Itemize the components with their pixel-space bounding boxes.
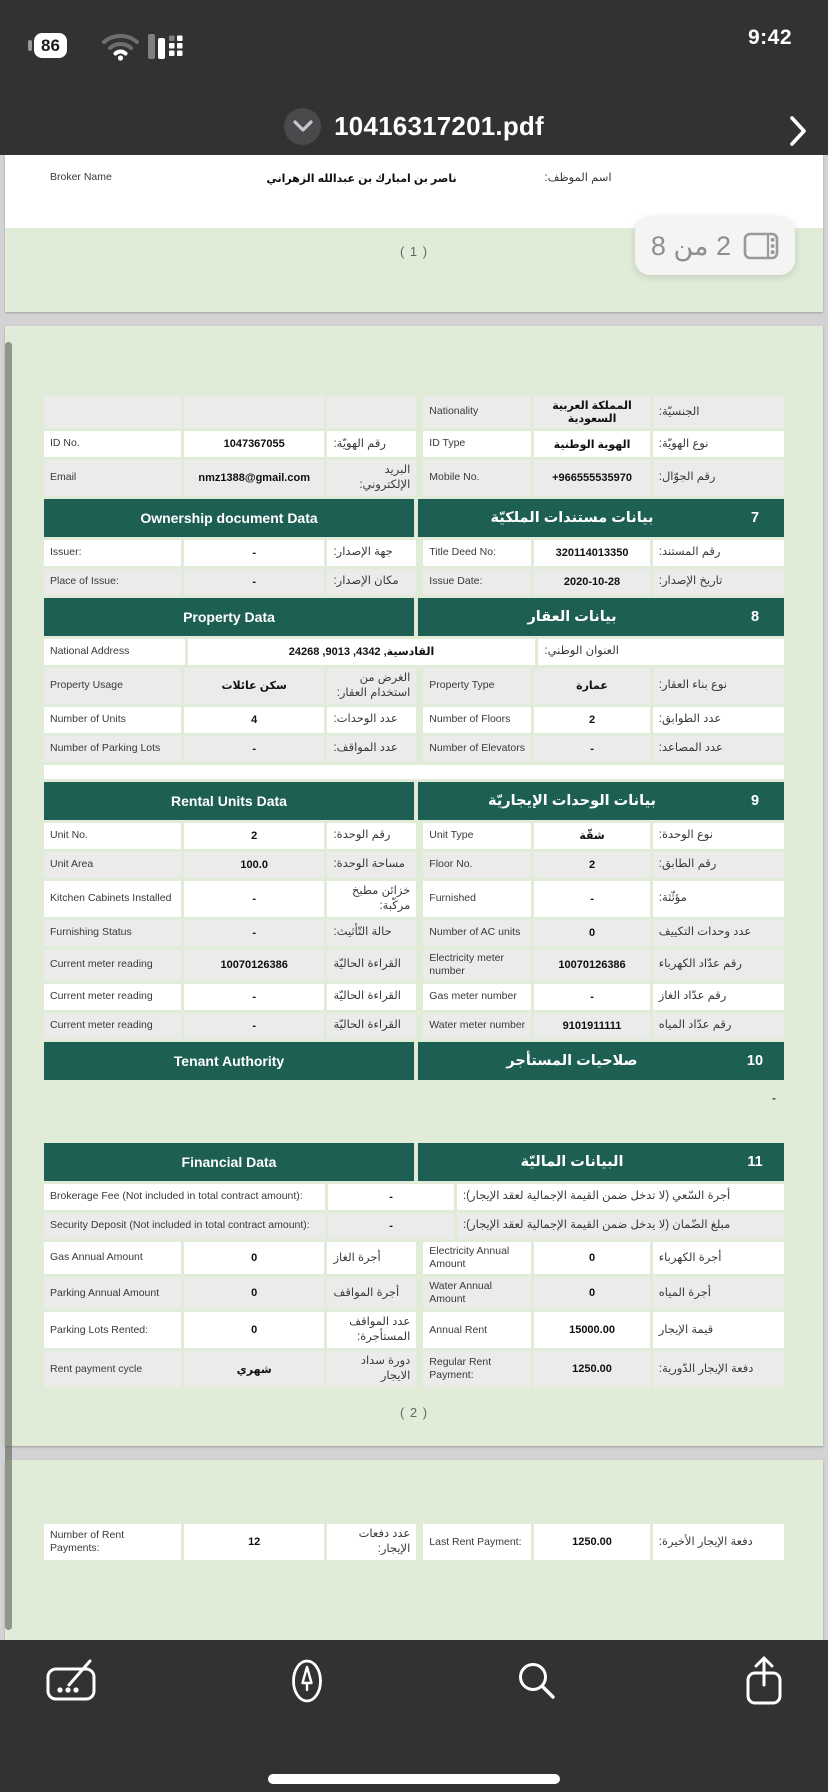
label-ar: قيمة الإيجار [653,1312,784,1348]
label-en: Unit No. [44,823,181,849]
status-time: 9:42 [747,26,792,49]
value: 320114013350 [534,540,649,566]
section-title-ar: البيانات الماليّة [520,1153,624,1170]
section-header [44,1042,784,1080]
label-en: Water Annual Amount [423,1277,531,1309]
bottom-toolbar [0,1640,828,1792]
value: - [534,984,649,1010]
value: سكن عائلات [184,668,325,704]
value: - [328,1213,454,1239]
page-gap [0,312,828,326]
label-en: Unit Type [423,823,531,849]
table-row [44,639,784,665]
label-en: Gas meter number [423,984,531,1010]
label-ar: العنوان الوطني: [538,639,784,665]
markup-pen-icon [284,1656,330,1706]
label-ar: مكان الإصدار: [327,569,416,595]
value: 12 [184,1524,325,1560]
page-gap [0,1446,828,1460]
top-bar [0,0,828,155]
label-ar: عدد الوحدات: [327,707,416,733]
label-ar: رقم الوحدة: [327,823,416,849]
section-header-right [418,1143,784,1181]
label-en: ID No. [44,431,181,457]
scroll-indicator [5,342,12,1630]
label-en: Number of AC units [423,920,531,946]
label-ar: رقم عدّاد المياه [653,1013,784,1039]
label-ar: أجرة السّعي (لا تدخل ضمن القيمة الإجمالية لعقد الإيجار): [457,1184,784,1210]
value: 1250.00 [534,1351,649,1387]
table-row [44,920,784,946]
label-en: Nationality [423,396,531,428]
signature-icon [45,1658,101,1704]
value: 0 [184,1242,325,1274]
label-ar: عدد دفعات الإيجار: [327,1524,416,1560]
section-header-right [418,598,784,636]
pdf-viewer-canvas[interactable] [0,155,828,1792]
label-en: Brokerage Fee (Not included in total contract amount): [44,1184,325,1210]
value: 10070126386 [534,949,649,981]
value: 15000.00 [534,1312,649,1348]
section-title-ar: صلاحيات المستأجر [506,1052,638,1069]
collapse-title-button[interactable] [284,108,321,145]
battery-indicator [28,33,67,58]
section-header-right [418,1042,784,1080]
label-ar: أجرة الغاز [327,1242,416,1274]
value: - [184,881,325,917]
table-row [44,949,784,981]
label-ar: نوع بناء العقار: [653,668,784,704]
label-en: Last Rent Payment: [423,1524,531,1560]
table-row [44,165,784,191]
label-en: Electricity meter number [423,949,531,981]
label-en: Annual Rent [423,1312,531,1348]
label-en: Current meter reading [44,1013,181,1039]
section-number: 9 [750,792,760,809]
value: 2 [534,707,649,733]
section-title-en: Rental Units Data [44,782,414,820]
label-en: Number of Floors [423,707,531,733]
value: - [184,1013,325,1039]
value: - [328,1184,454,1210]
label-en: Number of Units [44,707,181,733]
section-header [44,598,784,636]
table-spacer [44,1117,784,1143]
label-en: Issuer: [44,540,181,566]
label-ar: القراءة الحاليّة [327,984,416,1010]
value: - [184,540,325,566]
label-en: Furnishing Status [44,920,181,946]
table-row [44,1524,784,1560]
value [184,396,325,428]
label-en: Number of Elevators [423,736,531,762]
section-number: 11 [747,1153,763,1170]
section-header-right [418,499,784,537]
label-ar: نوع الوحدة: [653,823,784,849]
wifi-icon [102,33,139,61]
section-title-en: Financial Data [44,1143,414,1181]
label-en: Number of Rent Payments: [44,1524,181,1560]
table-row [44,1312,784,1348]
value: الهوية الوطنية [534,431,649,457]
table-row [44,668,784,704]
share-icon [740,1654,788,1708]
value: - [184,920,325,946]
section-header [44,782,784,820]
value: 2 [184,823,325,849]
label-en: Current meter reading [44,949,181,981]
label-en: Property Type [423,668,531,704]
share-button[interactable] [733,1650,795,1712]
section-number: 10 [746,1052,764,1069]
value: - [534,736,649,762]
table-row [44,1242,784,1274]
label-en: Parking Annual Amount [44,1277,181,1309]
label-en: ID Type [423,431,531,457]
page-indicator-text: 2 من 8 [650,230,731,261]
label-en: Floor No. [423,852,531,878]
table-row [44,460,784,496]
value: 1047367055 [184,431,325,457]
section-number: 8 [750,608,760,625]
label-ar: رقم الجوّال: [653,460,784,496]
label-ar: رقم الهويّة: [327,431,416,457]
table-row [44,431,784,457]
section-title-en: Property Data [44,598,414,636]
label-ar: دفعة الإيجار الدّورية: [653,1351,784,1387]
section-header-right [418,782,784,820]
label-ar: دورة سداد الايجار [327,1351,416,1387]
label-ar: أجرة المواقف [327,1277,416,1309]
label-ar: مساحة الوحدة: [327,852,416,878]
label-en [44,396,181,428]
label-ar: عدد المصاعد: [653,736,784,762]
value: 1250.00 [534,1524,649,1560]
value: 2 [534,852,649,878]
search-icon [514,1658,560,1704]
page2-number: ( 2 ) [399,1405,429,1421]
label-en: Property Usage [44,668,181,704]
value: 0 [184,1277,325,1309]
value: القادسية, 4342, 9013, 24268 [188,639,536,665]
value: - [184,736,325,762]
label-en: Broker Name [44,165,185,191]
value: ناصر بن امبارك بن عبدالله الزهراني [188,165,536,191]
value: شهري [184,1351,325,1387]
title-row [0,103,828,149]
table-row [44,569,784,595]
label-ar: نوع الهويّة: [653,431,784,457]
table-row [44,852,784,878]
table-row [44,736,784,762]
battery-percent: 86 [34,33,67,58]
label-ar: أجرة المياه [653,1277,784,1309]
label-ar: الغرض من استخدام العقار: [327,668,416,704]
table-row [44,1013,784,1039]
section-title-ar: بيانات العقار [527,608,617,625]
table-row [44,1277,784,1309]
label-ar: جهة الإصدار: [327,540,416,566]
label-en: Kitchen Cabinets Installed [44,881,181,917]
value: +966555535970 [534,460,649,496]
value: - [184,569,325,595]
label-en: Number of Parking Lots [44,736,181,762]
value: 0 [184,1312,325,1348]
table-row [44,540,784,566]
value: - [184,984,325,1010]
label-en: Rent payment cycle [44,1351,181,1387]
label-en: National Address [44,639,185,665]
label-en: Mobile No. [423,460,531,496]
label-ar: دفعة الإيجار الأخيرة: [653,1524,784,1560]
value: 2020-10-28 [534,569,649,595]
table-row [44,1213,784,1239]
label-en: Parking Lots Rented: [44,1312,181,1348]
battery-cap-icon [28,40,32,51]
value: 0 [534,1277,649,1309]
pdf-page-2 [5,326,823,1446]
label-ar: البريد الإلكتروني: [327,460,416,496]
page3-table [44,1524,784,1560]
label-en: Current meter reading [44,984,181,1010]
label-en: Title Deed No: [423,540,531,566]
label-en: Unit Area [44,852,181,878]
label-ar: رقم المستند: [653,540,784,566]
search-button[interactable] [506,1650,568,1712]
label-ar: رقم عدّاد الغاز [653,984,784,1010]
label-ar: الجنسيّة: [653,396,784,428]
section-header [44,1143,784,1181]
section-title-en: Ownership document Data [44,499,414,537]
next-document-button[interactable] [784,110,812,155]
page-indicator-badge[interactable] [635,217,795,275]
label-ar: القراءة الحاليّة [327,1013,416,1039]
label-ar: خزائن مطبخ مركّبة: [327,881,416,917]
value: شقّة [534,823,649,849]
value: 9101911111 [534,1013,649,1039]
page2-table [44,396,784,1387]
label-ar: حالة التّأثيث: [327,920,416,946]
signature-button[interactable] [42,1650,104,1712]
table-row [44,1184,784,1210]
value: nmz1388@gmail.com [184,460,325,496]
label-ar: عدد وحدات التكييف [653,920,784,946]
value: 10070126386 [184,949,325,981]
table-row [44,1351,784,1387]
value: 0 [534,920,649,946]
chevron-down-icon [292,119,314,133]
value: 100.0 [184,852,325,878]
label-ar: رقم عدّاد الكهرباء [653,949,784,981]
label-en: Issue Date: [423,569,531,595]
label-ar: رقم الطابق: [653,852,784,878]
label-en: Place of Issue: [44,569,181,595]
label-ar: اسم الموظف: [538,165,784,191]
label-ar: القراءة الحاليّة [327,949,416,981]
label-ar [327,396,416,428]
table-spacer [44,765,784,779]
value: 0 [534,1242,649,1274]
chevron-right-icon [788,114,808,148]
label-en: Gas Annual Amount [44,1242,181,1274]
value: عمارة [534,668,649,704]
label-en: Security Deposit (Not included in total contract amount): [44,1213,325,1239]
label-en: Furnished [423,881,531,917]
section-number: 7 [750,509,760,526]
label-ar: أجرة الكهرباء [653,1242,784,1274]
value: 4 [184,707,325,733]
pdf-filename: 10416317201.pdf [334,110,544,141]
section-header [44,499,784,537]
label-en: Water meter number [423,1013,531,1039]
section-title-ar: بيانات الوحدات الإيجاريّة [488,792,656,809]
table-row [44,984,784,1010]
table-row [44,396,784,428]
cellular-signal-icon [148,32,190,60]
label-ar: مبلغ الضّمان (لا يدخل ضمن القيمة الإجمالية لعقد الإيجار): [457,1213,784,1239]
value: - [534,881,649,917]
markup-button[interactable] [276,1650,338,1712]
section-title-en: Tenant Authority [44,1042,414,1080]
home-indicator[interactable] [268,1774,560,1784]
empty-section-value: - [772,1090,776,1105]
value: المملكة العربية السعودية [534,396,649,428]
label-ar: عدد الطوابق: [653,707,784,733]
label-ar: عدد المواقف: [327,736,416,762]
table-row [44,707,784,733]
table-row [44,823,784,849]
page-thumbnail-icon [743,232,779,260]
label-en: Electricity Annual Amount [423,1242,531,1274]
label-ar: مؤثّثة: [653,881,784,917]
label-en: Email [44,460,181,496]
label-ar: تاريخ الإصدار: [653,569,784,595]
section-title-ar: بيانات مستندات الملكيّة [490,509,654,526]
label-en: Regular Rent Payment: [423,1351,531,1387]
label-ar: عدد المواقف المستأجرة: [327,1312,416,1348]
table-row [44,881,784,917]
page1-number: ( 1 ) [399,244,429,259]
